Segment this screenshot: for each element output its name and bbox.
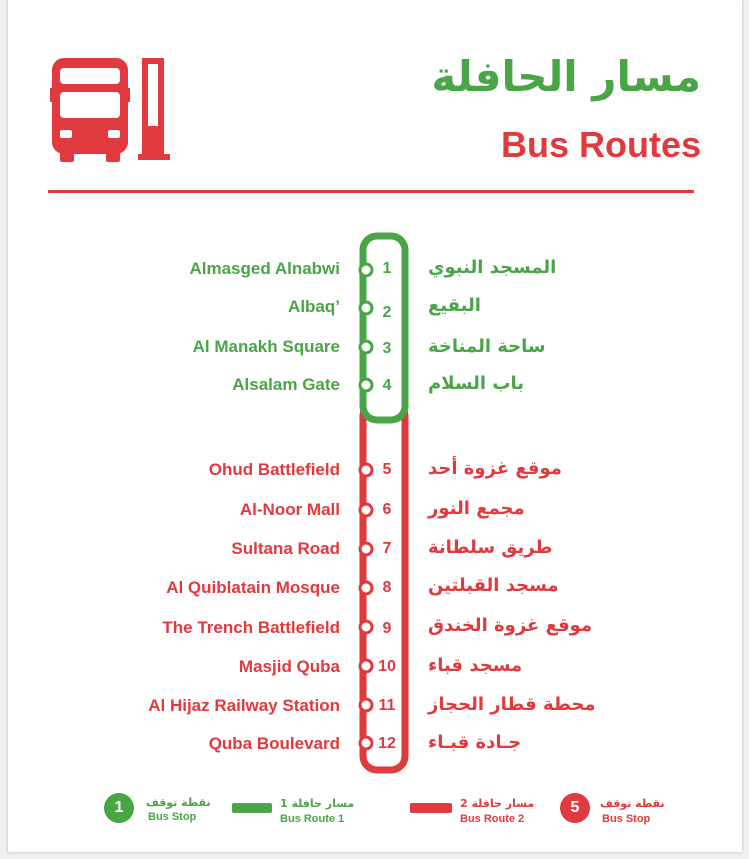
title-english: Bus Routes: [500, 124, 701, 165]
stop-5-name-ar: موقع غزوة أحد: [428, 458, 562, 479]
stop-6-number: 6: [382, 501, 392, 518]
stop-2-number: 2: [382, 304, 392, 321]
stop-1-name-en: Almasged Alnabwi: [189, 259, 340, 278]
stop-dot-11: [360, 699, 372, 711]
stop-10-name-en: Masjid Quba: [238, 657, 340, 676]
stop-dot-12: [360, 737, 372, 749]
stop-dot-8: [360, 582, 372, 594]
legend-route1-bar: [232, 803, 272, 813]
legend-route2-ar: مسار حافلة 2: [460, 797, 535, 810]
stop-11-name-en: Al Hijaz Railway Station: [148, 696, 340, 715]
stop-11-number: 11: [378, 697, 396, 714]
stop-9-number: 9: [382, 620, 392, 637]
legend-route2-en: Bus Route 2: [460, 813, 525, 825]
stop-7-name-en: Sultana Road: [231, 539, 340, 558]
stop-5-number: 5: [382, 461, 392, 478]
stop-dot-9: [360, 621, 372, 633]
legend-stop-red-ar: نقطة توقف: [600, 797, 665, 810]
stop-2-name-ar: البقيع: [428, 295, 481, 316]
stop-3-name-en: Al Manakh Square: [192, 337, 340, 356]
stop-8-name-en: Al Quiblatain Mosque: [166, 578, 340, 597]
stop-4-name-en: Alsalam Gate: [232, 375, 340, 394]
legend-stop-green-en: Bus Stop: [148, 811, 197, 823]
stop-4-number: 4: [382, 377, 392, 394]
stop-dot-7: [360, 543, 372, 555]
stop-8-name-ar: مسجد القبلتين: [428, 575, 559, 596]
stop-dot-4: [360, 379, 372, 391]
stop-dot-6: [360, 504, 372, 516]
stop-8-number: 8: [382, 579, 392, 596]
stop-4-name-ar: باب السلام: [428, 373, 524, 394]
legend-stop-green-circle: 1: [104, 793, 134, 823]
stop-9-name-en: The Trench Battlefield: [162, 618, 340, 637]
title-arabic: مسار الحافلة: [431, 52, 701, 101]
stop-dot-5: [360, 464, 372, 476]
stop-3-number: 3: [382, 340, 392, 357]
stop-11-name-ar: محطة قطار الحجاز: [428, 694, 596, 715]
legend-stop-green-ar: نقطة توقف: [146, 796, 211, 809]
legend-stop-red-en: Bus Stop: [602, 813, 651, 825]
stop-9-name-ar: موقع غزوة الخندق: [428, 615, 593, 636]
legend-stop-red-circle: 5: [560, 793, 590, 823]
stop-3-name-ar: ساحة المناخة: [428, 336, 546, 357]
stop-10-number: 10: [378, 658, 396, 675]
stop-10-name-ar: مسجد قباء: [428, 655, 523, 676]
stop-5-name-en: Ohud Battlefield: [208, 460, 340, 479]
stop-1-number: 1: [382, 260, 392, 277]
legend-route2-bar: [410, 803, 452, 813]
stop-1-name-ar: المسجد النبوي: [428, 257, 557, 278]
stop-2-name-en: Albaq’: [288, 297, 340, 316]
stop-12-number: 12: [378, 735, 396, 752]
stop-6-name-ar: مجمع النور: [428, 498, 525, 519]
stop-6-name-en: Al-Noor Mall: [239, 500, 340, 519]
stop-7-name-ar: طريق سلطانة: [428, 537, 553, 558]
stop-dot-2: [360, 302, 372, 314]
stop-12-name-en: Quba Boulevard: [208, 734, 340, 753]
stop-12-name-ar: جـادة قبـاء: [428, 732, 522, 753]
legend-route1-en: Bus Route 1: [280, 813, 345, 825]
legend-route1-ar: مسار حافلة 1: [280, 797, 355, 810]
stop-dot-1: [360, 264, 372, 276]
stop-dot-3: [360, 341, 372, 353]
stop-7-number: 7: [382, 540, 392, 557]
stop-dot-10: [360, 660, 372, 672]
